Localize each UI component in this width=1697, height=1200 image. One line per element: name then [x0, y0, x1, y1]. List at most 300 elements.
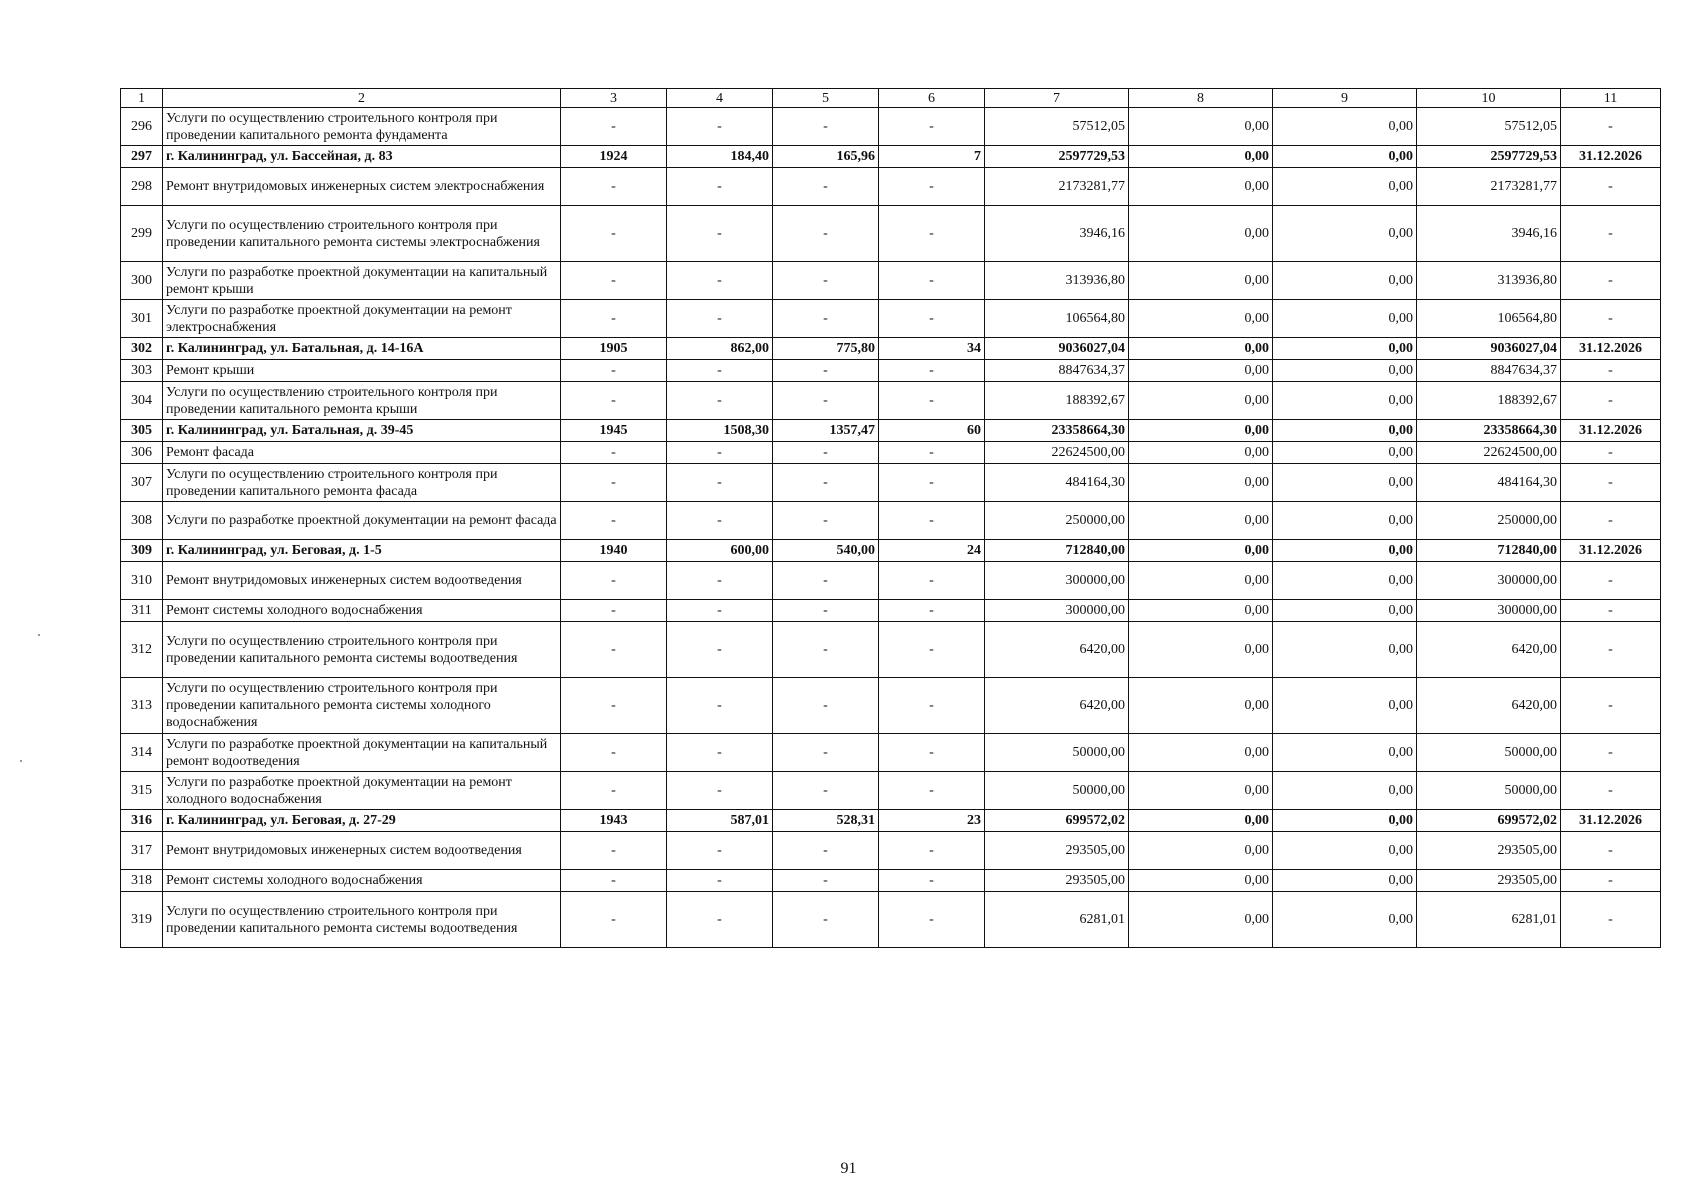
cell-col8: 0,00	[1129, 420, 1273, 442]
row-number: 310	[121, 562, 163, 600]
cell-col6: -	[879, 772, 985, 810]
row-number: 300	[121, 262, 163, 300]
cell-col6: -	[879, 262, 985, 300]
column-header: 1	[121, 89, 163, 108]
cell-col10: 57512,05	[1417, 108, 1561, 146]
row-description: Услуги по осуществлению строительного контроля при проведении капитального ремонта системы водоотведения	[163, 892, 561, 948]
cell-col5: -	[773, 892, 879, 948]
cell-col11: 31.12.2026	[1561, 146, 1661, 168]
cell-col10: 2597729,53	[1417, 146, 1561, 168]
cell-col3: -	[561, 772, 667, 810]
cell-col8: 0,00	[1129, 300, 1273, 338]
cell-col11: -	[1561, 832, 1661, 870]
cell-col8: 0,00	[1129, 600, 1273, 622]
cell-col10: 293505,00	[1417, 870, 1561, 892]
cell-col9: 0,00	[1273, 562, 1417, 600]
cell-col8: 0,00	[1129, 108, 1273, 146]
cell-col3: -	[561, 300, 667, 338]
cell-col10: 8847634,37	[1417, 360, 1561, 382]
cell-col5: -	[773, 678, 879, 734]
cell-col9: 0,00	[1273, 262, 1417, 300]
cell-col9: 0,00	[1273, 360, 1417, 382]
row-description: Услуги по разработке проектной документации на капитальный ремонт крыши	[163, 262, 561, 300]
cell-col11: 31.12.2026	[1561, 338, 1661, 360]
work-item-row	[121, 870, 1661, 892]
row-number: 311	[121, 600, 163, 622]
cell-col9: 0,00	[1273, 734, 1417, 772]
cell-col4: 184,40	[667, 146, 773, 168]
cell-col6: -	[879, 206, 985, 262]
row-number: 296	[121, 108, 163, 146]
cell-col8: 0,00	[1129, 678, 1273, 734]
cell-col3: -	[561, 464, 667, 502]
cell-col11: -	[1561, 892, 1661, 948]
row-number: 306	[121, 442, 163, 464]
row-description: Услуги по осуществлению строительного контроля при проведении капитального ремонта крыши	[163, 382, 561, 420]
column-header: 6	[879, 89, 985, 108]
cell-col4: -	[667, 360, 773, 382]
cell-col8: 0,00	[1129, 360, 1273, 382]
cell-col4: 862,00	[667, 338, 773, 360]
cell-col11: -	[1561, 622, 1661, 678]
cell-col11: -	[1561, 168, 1661, 206]
row-number: 301	[121, 300, 163, 338]
row-description: Услуги по разработке проектной документации на ремонт фасада	[163, 502, 561, 540]
row-number: 314	[121, 734, 163, 772]
cell-col4: -	[667, 600, 773, 622]
cell-col3: 1905	[561, 338, 667, 360]
cell-col6: 60	[879, 420, 985, 442]
cell-col10: 23358664,30	[1417, 420, 1561, 442]
row-description: г. Калининград, ул. Беговая, д. 1-5	[163, 540, 561, 562]
cell-col10: 250000,00	[1417, 502, 1561, 540]
row-number: 308	[121, 502, 163, 540]
cell-col5: -	[773, 772, 879, 810]
row-number: 317	[121, 832, 163, 870]
cell-col6: -	[879, 600, 985, 622]
address-row	[121, 810, 1661, 832]
row-description: г. Калининград, ул. Беговая, д. 27-29	[163, 810, 561, 832]
cell-col10: 3946,16	[1417, 206, 1561, 262]
row-description: Услуги по разработке проектной документации на ремонт электроснабжения	[163, 300, 561, 338]
cell-col7: 6420,00	[985, 622, 1129, 678]
cell-col7: 22624500,00	[985, 442, 1129, 464]
cell-col8: 0,00	[1129, 464, 1273, 502]
cell-col9: 0,00	[1273, 108, 1417, 146]
cell-col3: -	[561, 734, 667, 772]
cell-col5: -	[773, 262, 879, 300]
work-item-row	[121, 168, 1661, 206]
column-header: 10	[1417, 89, 1561, 108]
cell-col3: -	[561, 562, 667, 600]
cell-col9: 0,00	[1273, 206, 1417, 262]
cell-col6: -	[879, 464, 985, 502]
cell-col10: 188392,67	[1417, 382, 1561, 420]
cell-col11: -	[1561, 772, 1661, 810]
cell-col4: -	[667, 108, 773, 146]
cell-col4: -	[667, 622, 773, 678]
cell-col10: 699572,02	[1417, 810, 1561, 832]
cell-col4: 587,01	[667, 810, 773, 832]
address-row	[121, 146, 1661, 168]
cell-col5: -	[773, 502, 879, 540]
cell-col4: -	[667, 464, 773, 502]
cell-col11: -	[1561, 870, 1661, 892]
work-item-row	[121, 382, 1661, 420]
cell-col3: -	[561, 678, 667, 734]
row-description: Услуги по осуществлению строительного контроля при проведении капитального ремонта системы водоотведения	[163, 622, 561, 678]
work-item-row	[121, 622, 1661, 678]
cell-col6: -	[879, 168, 985, 206]
row-description: Ремонт системы холодного водоснабжения	[163, 600, 561, 622]
column-header: 9	[1273, 89, 1417, 108]
cell-col8: 0,00	[1129, 832, 1273, 870]
row-number: 315	[121, 772, 163, 810]
row-description: Услуги по осуществлению строительного контроля при проведении капитального ремонта фундамента	[163, 108, 561, 146]
cell-col4: -	[667, 678, 773, 734]
row-number: 307	[121, 464, 163, 502]
row-description: Ремонт крыши	[163, 360, 561, 382]
row-number: 319	[121, 892, 163, 948]
cell-col10: 22624500,00	[1417, 442, 1561, 464]
cell-col9: 0,00	[1273, 832, 1417, 870]
cell-col3: -	[561, 108, 667, 146]
cell-col5: -	[773, 870, 879, 892]
cell-col4: -	[667, 502, 773, 540]
cell-col6: 34	[879, 338, 985, 360]
cell-col7: 8847634,37	[985, 360, 1129, 382]
cell-col4: -	[667, 300, 773, 338]
cell-col7: 188392,67	[985, 382, 1129, 420]
cell-col7: 23358664,30	[985, 420, 1129, 442]
cell-col9: 0,00	[1273, 810, 1417, 832]
cell-col10: 6420,00	[1417, 622, 1561, 678]
cell-col6: -	[879, 678, 985, 734]
cell-col11: -	[1561, 734, 1661, 772]
cell-col4: -	[667, 832, 773, 870]
row-description: г. Калининград, ул. Батальная, д. 14-16А	[163, 338, 561, 360]
cell-col3: 1924	[561, 146, 667, 168]
row-number: 312	[121, 622, 163, 678]
cell-col5: -	[773, 360, 879, 382]
row-description: Услуги по осуществлению строительного контроля при проведении капитального ремонта системы холодного водоснабжения	[163, 678, 561, 734]
cell-col5: -	[773, 442, 879, 464]
work-item-row	[121, 360, 1661, 382]
cell-col9: 0,00	[1273, 772, 1417, 810]
cell-col5: -	[773, 108, 879, 146]
cell-col5: -	[773, 562, 879, 600]
cell-col5: -	[773, 832, 879, 870]
row-number: 298	[121, 168, 163, 206]
cell-col11: 31.12.2026	[1561, 420, 1661, 442]
table-header	[121, 89, 1661, 108]
cell-col6: -	[879, 562, 985, 600]
cell-col4: -	[667, 772, 773, 810]
row-number: 302	[121, 338, 163, 360]
cell-col8: 0,00	[1129, 262, 1273, 300]
cell-col5: -	[773, 622, 879, 678]
cell-col6: -	[879, 734, 985, 772]
cell-col6: -	[879, 360, 985, 382]
cell-col11: -	[1561, 382, 1661, 420]
cell-col10: 50000,00	[1417, 772, 1561, 810]
table-body	[121, 108, 1661, 948]
cell-col8: 0,00	[1129, 168, 1273, 206]
cell-col7: 6420,00	[985, 678, 1129, 734]
cell-col9: 0,00	[1273, 338, 1417, 360]
work-item-row	[121, 206, 1661, 262]
cell-col7: 712840,00	[985, 540, 1129, 562]
row-number: 303	[121, 360, 163, 382]
page-number: 91	[840, 1160, 857, 1177]
cell-col7: 300000,00	[985, 562, 1129, 600]
cell-col5: -	[773, 206, 879, 262]
cell-col11: -	[1561, 600, 1661, 622]
row-description: Услуги по разработке проектной документации на капитальный ремонт водоотведения	[163, 734, 561, 772]
cell-col11: -	[1561, 442, 1661, 464]
cell-col8: 0,00	[1129, 206, 1273, 262]
cell-col7: 106564,80	[985, 300, 1129, 338]
cell-col9: 0,00	[1273, 464, 1417, 502]
column-header: 11	[1561, 89, 1661, 108]
column-header: 8	[1129, 89, 1273, 108]
cell-col4: -	[667, 892, 773, 948]
row-number: 304	[121, 382, 163, 420]
cell-col6: -	[879, 892, 985, 948]
row-description: Услуги по осуществлению строительного контроля при проведении капитального ремонта фасада	[163, 464, 561, 502]
row-number: 316	[121, 810, 163, 832]
work-item-row	[121, 678, 1661, 734]
cell-col3: -	[561, 600, 667, 622]
work-item-row	[121, 772, 1661, 810]
cell-col9: 0,00	[1273, 600, 1417, 622]
work-item-row	[121, 442, 1661, 464]
cell-col9: 0,00	[1273, 870, 1417, 892]
row-number: 297	[121, 146, 163, 168]
row-description: Услуги по разработке проектной документации на ремонт холодного водоснабжения	[163, 772, 561, 810]
row-description: Услуги по осуществлению строительного контроля при проведении капитального ремонта системы электроснабжения	[163, 206, 561, 262]
cell-col7: 313936,80	[985, 262, 1129, 300]
cell-col8: 0,00	[1129, 622, 1273, 678]
cell-col7: 293505,00	[985, 832, 1129, 870]
cell-col4: 1508,30	[667, 420, 773, 442]
cell-col11: 31.12.2026	[1561, 540, 1661, 562]
cell-col9: 0,00	[1273, 892, 1417, 948]
cell-col3: -	[561, 360, 667, 382]
repair-program-table	[120, 88, 1661, 948]
row-description: Ремонт внутридомовых инженерных систем водоотведения	[163, 562, 561, 600]
cell-col7: 484164,30	[985, 464, 1129, 502]
cell-col3: -	[561, 622, 667, 678]
cell-col3: -	[561, 502, 667, 540]
cell-col3: 1943	[561, 810, 667, 832]
cell-col9: 0,00	[1273, 168, 1417, 206]
cell-col9: 0,00	[1273, 300, 1417, 338]
cell-col7: 57512,05	[985, 108, 1129, 146]
cell-col10: 300000,00	[1417, 562, 1561, 600]
cell-col7: 9036027,04	[985, 338, 1129, 360]
address-row	[121, 540, 1661, 562]
cell-col6: 7	[879, 146, 985, 168]
work-item-row	[121, 734, 1661, 772]
cell-col11: -	[1561, 464, 1661, 502]
work-item-row	[121, 262, 1661, 300]
cell-col5: -	[773, 734, 879, 772]
cell-col10: 2173281,77	[1417, 168, 1561, 206]
cell-col5: 165,96	[773, 146, 879, 168]
work-item-row	[121, 464, 1661, 502]
cell-col3: -	[561, 892, 667, 948]
cell-col4: -	[667, 262, 773, 300]
cell-col11: -	[1561, 360, 1661, 382]
cell-col7: 3946,16	[985, 206, 1129, 262]
cell-col10: 300000,00	[1417, 600, 1561, 622]
cell-col9: 0,00	[1273, 420, 1417, 442]
cell-col4: -	[667, 168, 773, 206]
cell-col10: 106564,80	[1417, 300, 1561, 338]
cell-col4: -	[667, 562, 773, 600]
cell-col10: 6281,01	[1417, 892, 1561, 948]
cell-col9: 0,00	[1273, 442, 1417, 464]
cell-col10: 50000,00	[1417, 734, 1561, 772]
cell-col4: -	[667, 870, 773, 892]
cell-col7: 2173281,77	[985, 168, 1129, 206]
cell-col5: 1357,47	[773, 420, 879, 442]
cell-col7: 50000,00	[985, 772, 1129, 810]
column-header: 2	[163, 89, 561, 108]
column-header: 5	[773, 89, 879, 108]
cell-col3: -	[561, 832, 667, 870]
cell-col9: 0,00	[1273, 540, 1417, 562]
cell-col8: 0,00	[1129, 892, 1273, 948]
row-number: 313	[121, 678, 163, 734]
cell-col10: 9036027,04	[1417, 338, 1561, 360]
cell-col4: 600,00	[667, 540, 773, 562]
cell-col11: -	[1561, 678, 1661, 734]
row-description: Ремонт фасада	[163, 442, 561, 464]
cell-col8: 0,00	[1129, 540, 1273, 562]
cell-col6: -	[879, 832, 985, 870]
work-item-row	[121, 502, 1661, 540]
cell-col3: -	[561, 382, 667, 420]
cell-col5: 775,80	[773, 338, 879, 360]
cell-col7: 300000,00	[985, 600, 1129, 622]
row-description: Ремонт внутридомовых инженерных систем водоотведения	[163, 832, 561, 870]
cell-col8: 0,00	[1129, 772, 1273, 810]
work-item-row	[121, 108, 1661, 146]
cell-col8: 0,00	[1129, 146, 1273, 168]
cell-col11: -	[1561, 108, 1661, 146]
cell-col5: -	[773, 600, 879, 622]
work-item-row	[121, 600, 1661, 622]
cell-col7: 293505,00	[985, 870, 1129, 892]
cell-col4: -	[667, 206, 773, 262]
row-description: г. Калининград, ул. Бассейная, д. 83	[163, 146, 561, 168]
address-row	[121, 338, 1661, 360]
cell-col11: 31.12.2026	[1561, 810, 1661, 832]
cell-col9: 0,00	[1273, 622, 1417, 678]
column-header: 4	[667, 89, 773, 108]
cell-col7: 250000,00	[985, 502, 1129, 540]
cell-col3: 1945	[561, 420, 667, 442]
cell-col11: -	[1561, 502, 1661, 540]
cell-col4: -	[667, 734, 773, 772]
cell-col5: 528,31	[773, 810, 879, 832]
cell-col11: -	[1561, 562, 1661, 600]
row-number: 309	[121, 540, 163, 562]
column-header: 7	[985, 89, 1129, 108]
row-description: Ремонт системы холодного водоснабжения	[163, 870, 561, 892]
cell-col6: -	[879, 382, 985, 420]
cell-col10: 712840,00	[1417, 540, 1561, 562]
cell-col9: 0,00	[1273, 382, 1417, 420]
cell-col5: -	[773, 168, 879, 206]
cell-col4: -	[667, 442, 773, 464]
cell-col6: -	[879, 300, 985, 338]
cell-col9: 0,00	[1273, 502, 1417, 540]
cell-col7: 699572,02	[985, 810, 1129, 832]
cell-col6: -	[879, 622, 985, 678]
address-row	[121, 420, 1661, 442]
cell-col11: -	[1561, 300, 1661, 338]
cell-col8: 0,00	[1129, 502, 1273, 540]
cell-col6: -	[879, 502, 985, 540]
cell-col4: -	[667, 382, 773, 420]
work-item-row	[121, 892, 1661, 948]
cell-col3: -	[561, 206, 667, 262]
work-item-row	[121, 300, 1661, 338]
cell-col11: -	[1561, 206, 1661, 262]
cell-col7: 6281,01	[985, 892, 1129, 948]
cell-col8: 0,00	[1129, 338, 1273, 360]
row-number: 299	[121, 206, 163, 262]
cell-col10: 293505,00	[1417, 832, 1561, 870]
cell-col6: 23	[879, 810, 985, 832]
cell-col9: 0,00	[1273, 146, 1417, 168]
scan-speck	[20, 760, 22, 762]
cell-col9: 0,00	[1273, 678, 1417, 734]
cell-col3: -	[561, 442, 667, 464]
column-header: 3	[561, 89, 667, 108]
cell-col10: 484164,30	[1417, 464, 1561, 502]
cell-col5: -	[773, 464, 879, 502]
work-item-row	[121, 562, 1661, 600]
cell-col3: -	[561, 870, 667, 892]
cell-col6: -	[879, 442, 985, 464]
work-item-row	[121, 832, 1661, 870]
cell-col8: 0,00	[1129, 810, 1273, 832]
cell-col7: 50000,00	[985, 734, 1129, 772]
cell-col8: 0,00	[1129, 382, 1273, 420]
cell-col10: 313936,80	[1417, 262, 1561, 300]
cell-col6: 24	[879, 540, 985, 562]
cell-col8: 0,00	[1129, 734, 1273, 772]
cell-col5: -	[773, 382, 879, 420]
cell-col11: -	[1561, 262, 1661, 300]
cell-col3: -	[561, 168, 667, 206]
cell-col10: 6420,00	[1417, 678, 1561, 734]
cell-col6: -	[879, 870, 985, 892]
row-number: 318	[121, 870, 163, 892]
cell-col5: -	[773, 300, 879, 338]
cell-col8: 0,00	[1129, 870, 1273, 892]
scan-speck	[38, 634, 40, 636]
cell-col8: 0,00	[1129, 562, 1273, 600]
cell-col8: 0,00	[1129, 442, 1273, 464]
cell-col5: 540,00	[773, 540, 879, 562]
cell-col3: -	[561, 262, 667, 300]
cell-col6: -	[879, 108, 985, 146]
